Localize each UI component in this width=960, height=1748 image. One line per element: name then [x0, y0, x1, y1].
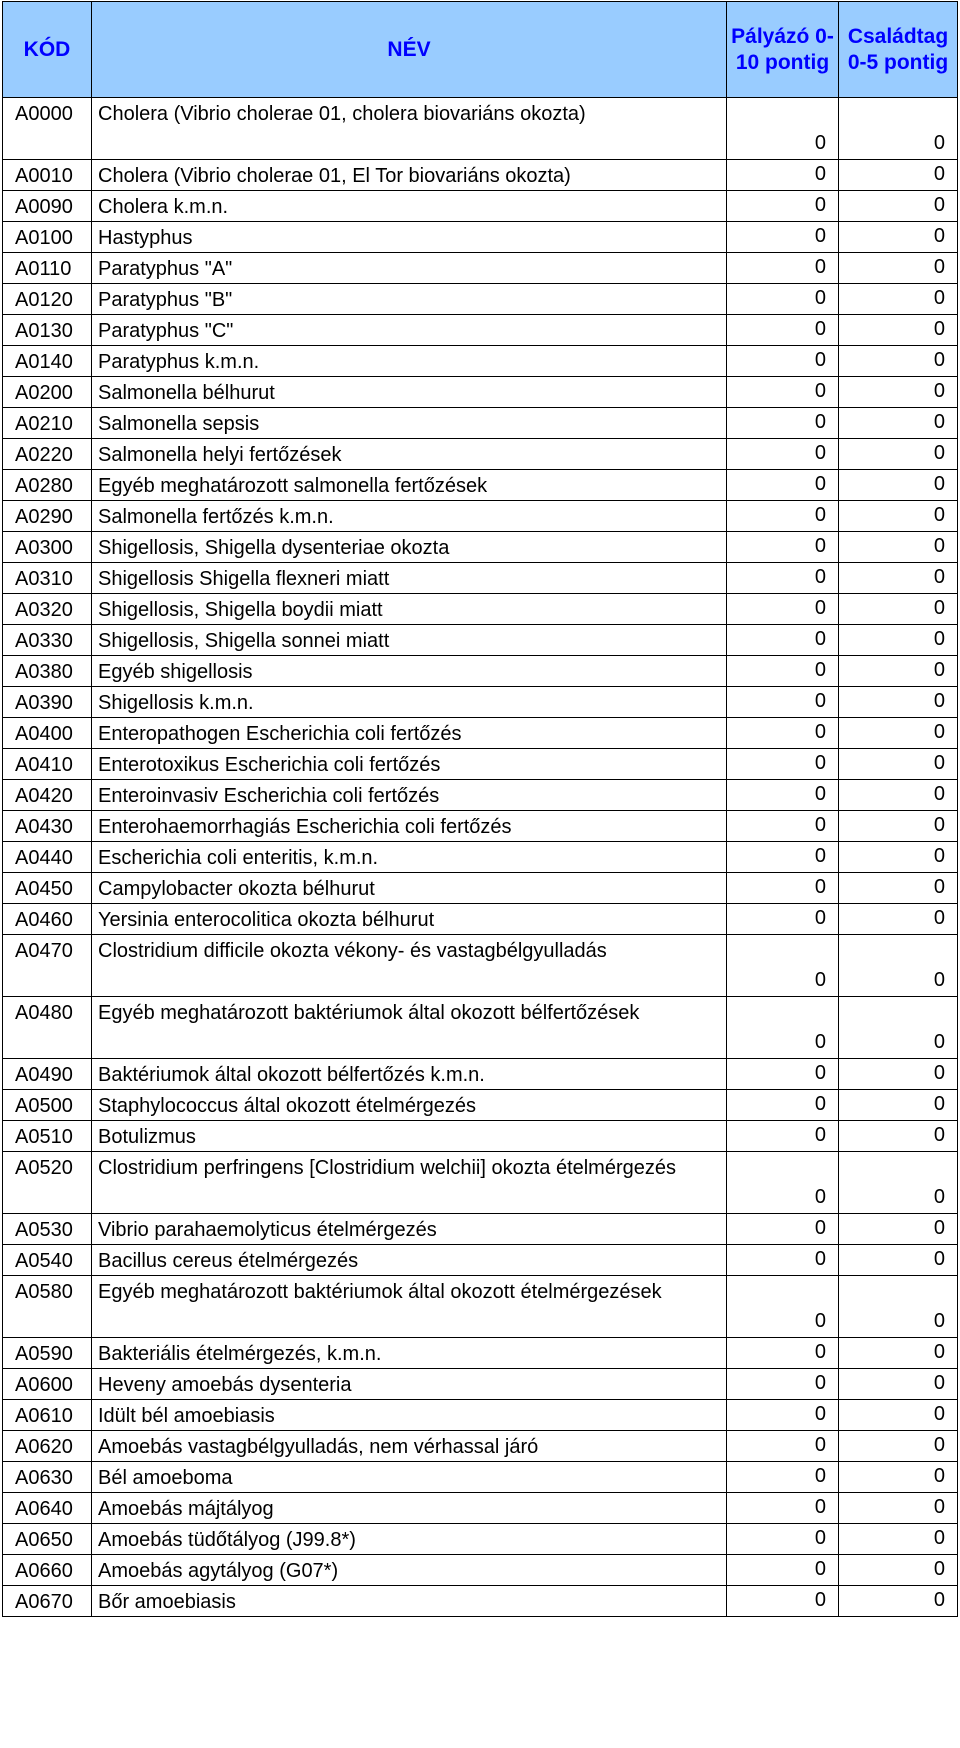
table-row	[3, 656, 958, 687]
code-cell: A0640	[3, 1493, 92, 1524]
code-cell: A0650	[3, 1524, 92, 1555]
code-cell: A0480	[3, 997, 92, 1059]
name-cell: Clostridium difficile okozta vékony- és vastagbélgyulladás	[92, 935, 727, 997]
family-points-cell: 0	[839, 1059, 958, 1090]
name-cell: Paratyphus "B"	[92, 284, 727, 315]
applicant-points-cell: 0	[727, 470, 839, 501]
name-cell: Cholera (Vibrio cholerae 01, El Tor biovariáns okozta)	[92, 160, 727, 191]
header-name: NÉV	[92, 2, 727, 98]
family-points-cell: 0	[839, 842, 958, 873]
table-row	[3, 1431, 958, 1462]
applicant-points-cell: 0	[727, 749, 839, 780]
applicant-points-cell: 0	[727, 1462, 839, 1493]
family-points-cell: 0	[839, 191, 958, 222]
family-points-cell: 0	[839, 532, 958, 563]
name-cell: Idült bél amoebiasis	[92, 1400, 727, 1431]
code-cell: A0210	[3, 408, 92, 439]
table-row	[3, 842, 958, 873]
table-row	[3, 1276, 958, 1338]
applicant-points-cell: 0	[727, 811, 839, 842]
code-cell: A0510	[3, 1121, 92, 1152]
applicant-points-cell: 0	[727, 1121, 839, 1152]
table-row	[3, 346, 958, 377]
applicant-points-cell: 0	[727, 1369, 839, 1400]
family-points-cell: 0	[839, 284, 958, 315]
name-cell: Egyéb meghatározott salmonella fertőzések	[92, 470, 727, 501]
applicant-points-cell: 0	[727, 1400, 839, 1431]
family-points-cell: 0	[839, 687, 958, 718]
table-row	[3, 532, 958, 563]
applicant-points-cell: 0	[727, 594, 839, 625]
family-points-cell: 0	[839, 594, 958, 625]
code-cell: A0410	[3, 749, 92, 780]
name-cell: Salmonella helyi fertőzések	[92, 439, 727, 470]
name-cell: Bél amoeboma	[92, 1462, 727, 1493]
code-cell: A0580	[3, 1276, 92, 1338]
code-cell: A0420	[3, 780, 92, 811]
table-row	[3, 1493, 958, 1524]
table-row	[3, 1059, 958, 1090]
name-cell: Paratyphus "A"	[92, 253, 727, 284]
applicant-points-cell: 0	[727, 563, 839, 594]
name-cell: Bacillus cereus ételmérgezés	[92, 1245, 727, 1276]
family-points-cell: 0	[839, 1400, 958, 1431]
name-cell: Amoebás tüdőtályog (J99.8*)	[92, 1524, 727, 1555]
applicant-points-cell: 0	[727, 439, 839, 470]
header-row	[3, 2, 958, 98]
family-points-cell: 0	[839, 377, 958, 408]
applicant-points-cell: 0	[727, 408, 839, 439]
applicant-points-cell: 0	[727, 687, 839, 718]
code-cell: A0330	[3, 625, 92, 656]
family-points-cell: 0	[839, 222, 958, 253]
family-points-cell: 0	[839, 1214, 958, 1245]
table-row	[3, 904, 958, 935]
family-points-cell: 0	[839, 253, 958, 284]
code-cell: A0110	[3, 253, 92, 284]
code-cell: A0100	[3, 222, 92, 253]
code-cell: A0430	[3, 811, 92, 842]
applicant-points-cell: 0	[727, 625, 839, 656]
table-row	[3, 780, 958, 811]
applicant-points-cell: 0	[727, 160, 839, 191]
code-cell: A0450	[3, 873, 92, 904]
family-points-cell: 0	[839, 1369, 958, 1400]
name-cell: Salmonella bélhurut	[92, 377, 727, 408]
code-cell: A0440	[3, 842, 92, 873]
family-points-cell: 0	[839, 1586, 958, 1617]
table-row	[3, 253, 958, 284]
applicant-points-cell: 0	[727, 997, 839, 1059]
name-cell: Shigellosis Shigella flexneri miatt	[92, 563, 727, 594]
table-row	[3, 749, 958, 780]
family-points-cell: 0	[839, 1462, 958, 1493]
name-cell: Shigellosis, Shigella boydii miatt	[92, 594, 727, 625]
applicant-points-cell: 0	[727, 1276, 839, 1338]
family-points-cell: 0	[839, 1090, 958, 1121]
code-cell: A0280	[3, 470, 92, 501]
family-points-cell: 0	[839, 439, 958, 470]
code-cell: A0600	[3, 1369, 92, 1400]
family-points-cell: 0	[839, 98, 958, 160]
table-row	[3, 1245, 958, 1276]
table-row	[3, 160, 958, 191]
applicant-points-cell: 0	[727, 1555, 839, 1586]
code-cell: A0610	[3, 1400, 92, 1431]
family-points-cell: 0	[839, 1338, 958, 1369]
applicant-points-cell: 0	[727, 1059, 839, 1090]
name-cell: Shigellosis, Shigella sonnei miatt	[92, 625, 727, 656]
code-cell: A0310	[3, 563, 92, 594]
family-points-cell: 0	[839, 1121, 958, 1152]
header-applicant-points: Pályázó 0-10 pontig	[727, 2, 839, 98]
name-cell: Yersinia enterocolitica okozta bélhurut	[92, 904, 727, 935]
table-row	[3, 408, 958, 439]
name-cell: Shigellosis k.m.n.	[92, 687, 727, 718]
code-cell: A0590	[3, 1338, 92, 1369]
applicant-points-cell: 0	[727, 377, 839, 408]
applicant-points-cell: 0	[727, 532, 839, 563]
family-points-cell: 0	[839, 811, 958, 842]
table-row	[3, 470, 958, 501]
family-points-cell: 0	[839, 1276, 958, 1338]
name-cell: Enteropathogen Escherichia coli fertőzés	[92, 718, 727, 749]
table-row	[3, 1462, 958, 1493]
applicant-points-cell: 0	[727, 98, 839, 160]
name-cell: Egyéb meghatározott baktériumok által okozott bélfertőzések	[92, 997, 727, 1059]
applicant-points-cell: 0	[727, 284, 839, 315]
name-cell: Shigellosis, Shigella dysenteriae okozta	[92, 532, 727, 563]
code-cell: A0140	[3, 346, 92, 377]
name-cell: Enterotoxikus Escherichia coli fertőzés	[92, 749, 727, 780]
name-cell: Paratyphus "C"	[92, 315, 727, 346]
applicant-points-cell: 0	[727, 1090, 839, 1121]
applicant-points-cell: 0	[727, 904, 839, 935]
table-row	[3, 1555, 958, 1586]
applicant-points-cell: 0	[727, 346, 839, 377]
applicant-points-cell: 0	[727, 656, 839, 687]
family-points-cell: 0	[839, 1524, 958, 1555]
table-row	[3, 1524, 958, 1555]
name-cell: Baktériumok által okozott bélfertőzés k.m.n.	[92, 1059, 727, 1090]
name-cell: Enteroinvasiv Escherichia coli fertőzés	[92, 780, 727, 811]
name-cell: Amoebás agytályog (G07*)	[92, 1555, 727, 1586]
family-points-cell: 0	[839, 1555, 958, 1586]
table-row	[3, 191, 958, 222]
name-cell: Cholera k.m.n.	[92, 191, 727, 222]
family-points-cell: 0	[839, 408, 958, 439]
applicant-points-cell: 0	[727, 1214, 839, 1245]
table-row	[3, 1400, 958, 1431]
table-row	[3, 1214, 958, 1245]
name-cell: Clostridium perfringens [Clostridium welchii] okozta ételmérgezés	[92, 1152, 727, 1214]
code-cell: A0630	[3, 1462, 92, 1493]
name-cell: Enterohaemorrhagiás Escherichia coli fertőzés	[92, 811, 727, 842]
name-cell: Bakteriális ételmérgezés, k.m.n.	[92, 1338, 727, 1369]
code-cell: A0090	[3, 191, 92, 222]
table-row	[3, 625, 958, 656]
family-points-cell: 0	[839, 470, 958, 501]
applicant-points-cell: 0	[727, 501, 839, 532]
code-cell: A0320	[3, 594, 92, 625]
applicant-points-cell: 0	[727, 1524, 839, 1555]
applicant-points-cell: 0	[727, 1586, 839, 1617]
family-points-cell: 0	[839, 160, 958, 191]
code-cell: A0400	[3, 718, 92, 749]
code-cell: A0300	[3, 532, 92, 563]
code-cell: A0460	[3, 904, 92, 935]
family-points-cell: 0	[839, 315, 958, 346]
code-cell: A0380	[3, 656, 92, 687]
code-cell: A0290	[3, 501, 92, 532]
code-cell: A0530	[3, 1214, 92, 1245]
table-row	[3, 501, 958, 532]
table-row	[3, 997, 958, 1059]
table-row	[3, 873, 958, 904]
family-points-cell: 0	[839, 1431, 958, 1462]
code-cell: A0500	[3, 1090, 92, 1121]
family-points-cell: 0	[839, 873, 958, 904]
name-cell: Staphylococcus által okozott ételmérgezés	[92, 1090, 727, 1121]
family-points-cell: 0	[839, 780, 958, 811]
name-cell: Campylobacter okozta bélhurut	[92, 873, 727, 904]
applicant-points-cell: 0	[727, 842, 839, 873]
code-cell: A0010	[3, 160, 92, 191]
table-row	[3, 284, 958, 315]
table-row	[3, 811, 958, 842]
applicant-points-cell: 0	[727, 315, 839, 346]
name-cell: Heveny amoebás dysenteria	[92, 1369, 727, 1400]
family-points-cell: 0	[839, 997, 958, 1059]
family-points-cell: 0	[839, 625, 958, 656]
family-points-cell: 0	[839, 1152, 958, 1214]
name-cell: Cholera (Vibrio cholerae 01, cholera biovariáns okozta)	[92, 98, 727, 160]
family-points-cell: 0	[839, 1245, 958, 1276]
name-cell: Botulizmus	[92, 1121, 727, 1152]
applicant-points-cell: 0	[727, 718, 839, 749]
family-points-cell: 0	[839, 718, 958, 749]
code-cell: A0620	[3, 1431, 92, 1462]
table-row	[3, 563, 958, 594]
family-points-cell: 0	[839, 1493, 958, 1524]
table-row	[3, 594, 958, 625]
code-cell: A0220	[3, 439, 92, 470]
code-cell: A0660	[3, 1555, 92, 1586]
table-row	[3, 1338, 958, 1369]
name-cell: Vibrio parahaemolyticus ételmérgezés	[92, 1214, 727, 1245]
disease-table	[2, 1, 958, 1617]
applicant-points-cell: 0	[727, 222, 839, 253]
applicant-points-cell: 0	[727, 780, 839, 811]
code-cell: A0000	[3, 98, 92, 160]
table-row	[3, 1090, 958, 1121]
applicant-points-cell: 0	[727, 253, 839, 284]
table-row	[3, 1121, 958, 1152]
table-row	[3, 935, 958, 997]
table-row	[3, 1586, 958, 1617]
header-code: KÓD	[3, 2, 92, 98]
table-row	[3, 377, 958, 408]
code-cell: A0670	[3, 1586, 92, 1617]
table-row	[3, 1152, 958, 1214]
name-cell: Hastyphus	[92, 222, 727, 253]
table-row	[3, 687, 958, 718]
table-row	[3, 1369, 958, 1400]
applicant-points-cell: 0	[727, 873, 839, 904]
applicant-points-cell: 0	[727, 1338, 839, 1369]
family-points-cell: 0	[839, 935, 958, 997]
name-cell: Bőr amoebiasis	[92, 1586, 727, 1617]
name-cell: Amoebás vastagbélgyulladás, nem vérhassal járó	[92, 1431, 727, 1462]
applicant-points-cell: 0	[727, 1152, 839, 1214]
name-cell: Paratyphus k.m.n.	[92, 346, 727, 377]
applicant-points-cell: 0	[727, 191, 839, 222]
family-points-cell: 0	[839, 904, 958, 935]
table-row	[3, 439, 958, 470]
code-cell: A0120	[3, 284, 92, 315]
code-cell: A0470	[3, 935, 92, 997]
applicant-points-cell: 0	[727, 935, 839, 997]
family-points-cell: 0	[839, 656, 958, 687]
table-row	[3, 98, 958, 160]
name-cell: Salmonella fertőzés k.m.n.	[92, 501, 727, 532]
code-cell: A0390	[3, 687, 92, 718]
table-row	[3, 718, 958, 749]
code-cell: A0540	[3, 1245, 92, 1276]
family-points-cell: 0	[839, 749, 958, 780]
code-cell: A0130	[3, 315, 92, 346]
family-points-cell: 0	[839, 563, 958, 594]
code-cell: A0490	[3, 1059, 92, 1090]
applicant-points-cell: 0	[727, 1493, 839, 1524]
applicant-points-cell: 0	[727, 1431, 839, 1462]
table-row	[3, 222, 958, 253]
table-row	[3, 315, 958, 346]
name-cell: Salmonella sepsis	[92, 408, 727, 439]
name-cell: Amoebás májtályog	[92, 1493, 727, 1524]
table-body	[3, 98, 958, 1617]
header-family-points: Családtag 0-5 pontig	[839, 2, 958, 98]
name-cell: Egyéb meghatározott baktériumok által okozott ételmérgezések	[92, 1276, 727, 1338]
family-points-cell: 0	[839, 501, 958, 532]
code-cell: A0520	[3, 1152, 92, 1214]
name-cell: Egyéb shigellosis	[92, 656, 727, 687]
name-cell: Escherichia coli enteritis, k.m.n.	[92, 842, 727, 873]
family-points-cell: 0	[839, 346, 958, 377]
applicant-points-cell: 0	[727, 1245, 839, 1276]
code-cell: A0200	[3, 377, 92, 408]
